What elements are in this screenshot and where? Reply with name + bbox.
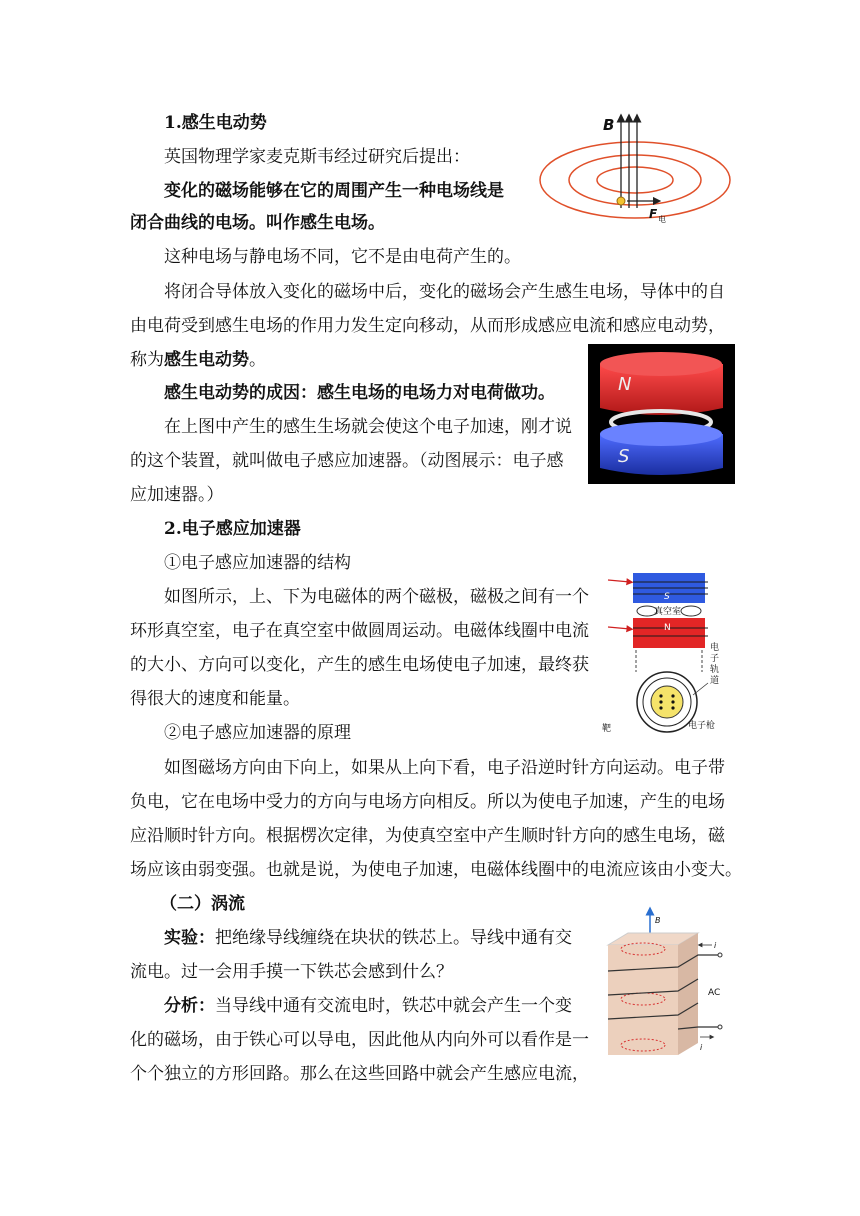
terminal bbox=[718, 1025, 722, 1029]
paragraph-bold: 变化的磁场能够在它的周围产生一种电场线是 bbox=[164, 181, 504, 201]
paragraph: 将闭合导体放入变化的磁场中后，变化的磁场会产生感生电场，导体中的自 bbox=[164, 282, 725, 302]
paragraph: 个个独立的方形回路。那么在这些回路中就会产生感应电流， bbox=[130, 1064, 589, 1084]
paragraph: 负电，它在电场中受力的方向与电场方向相反。所以为使电子加速，产生的电场 bbox=[130, 792, 725, 812]
field-dot bbox=[659, 706, 662, 709]
subheading: ①电子感应加速器的结构 bbox=[164, 553, 351, 573]
term-bold: 感生电动势 bbox=[164, 350, 249, 370]
field-dot bbox=[671, 700, 674, 703]
paragraph: 英国物理学家麦克斯韦经过研究后提出： bbox=[164, 147, 470, 167]
orbit-pointer bbox=[693, 683, 708, 695]
b-label: B bbox=[655, 916, 661, 925]
paragraph bbox=[164, 995, 572, 1017]
section-2-heading: 2.电子感应加速器 bbox=[164, 519, 301, 539]
current-arrow bbox=[608, 580, 630, 582]
s-pole-label: S bbox=[618, 446, 630, 467]
vacuum-chamber-right bbox=[681, 606, 701, 616]
south-magnet-top bbox=[600, 422, 722, 446]
paragraph: 由电荷受到感生电场的作用力发生定向移动，从而形成感应电流和感应电动势， bbox=[130, 316, 725, 336]
n-pole-label: N bbox=[618, 374, 632, 395]
charge-dot bbox=[617, 197, 625, 205]
magnet-ring-figure bbox=[588, 344, 735, 484]
paragraph: 应沿顺时针方向。根据楞次定律，为使真空室中产生顺时针方向的感生电场，磁 bbox=[130, 826, 725, 846]
paragraph: 环形真空室，电子在真空室中做圆周运动。电磁体线圈中电流 bbox=[130, 621, 589, 641]
subheading: ②电子感应加速器的原理 bbox=[164, 723, 351, 743]
paragraph: 场应该由弱变强。也就是说，为使电子加速，电磁体线圈中的电流应该由小变大。 bbox=[130, 860, 742, 880]
text: 把绝缘导线缠绕在块状的铁芯上。导线中通有交 bbox=[215, 928, 572, 948]
label-bold: 实验： bbox=[164, 928, 215, 948]
paragraph: 化的磁场，由于铁心可以导电，因此他从内向外可以看作是一 bbox=[130, 1030, 589, 1050]
force-label: F bbox=[649, 207, 658, 221]
paragraph: 如图磁场方向由下向上，如果从上向下看，电子沿逆时针方向运动。电子带 bbox=[164, 758, 725, 778]
field-ring-middle bbox=[569, 155, 701, 205]
terminal bbox=[718, 953, 722, 957]
iron-core-front bbox=[608, 945, 678, 1055]
field-dot bbox=[659, 694, 662, 697]
b-label: B bbox=[603, 116, 615, 134]
paragraph: 的大小、方向可以变化，产生的感生电场使电子加速，最终获 bbox=[130, 655, 589, 675]
text: 称为 bbox=[130, 350, 164, 370]
i-label-bottom: i bbox=[700, 1043, 703, 1052]
paragraph-bold: 感生电动势的成因：感生电场的电场力对电荷做功。 bbox=[164, 383, 555, 403]
field-ring-inner bbox=[597, 167, 673, 193]
paragraph bbox=[164, 927, 572, 949]
label-bold: 分析： bbox=[164, 996, 215, 1016]
paragraph: 在上图中产生的感生生场就会使这个电子加速，刚才说 bbox=[164, 417, 572, 437]
paragraph: 应加速器。） bbox=[130, 485, 224, 505]
gun-label: 电子枪 bbox=[688, 721, 716, 731]
current-arrow bbox=[608, 627, 630, 629]
vacuum-chamber-label: 真空室 bbox=[654, 607, 682, 617]
i-label-top: i bbox=[714, 941, 717, 950]
accelerator-figure bbox=[600, 570, 735, 735]
lower-pole-label: N bbox=[664, 623, 671, 633]
force-subscript: 电 bbox=[658, 215, 666, 224]
field-dot bbox=[671, 706, 674, 709]
paragraph: 的这个装置，就叫做电子感应加速器。（动图展示：电子感 bbox=[130, 451, 564, 471]
text: 。 bbox=[249, 350, 266, 370]
paragraph: 得很大的速度和能量。 bbox=[130, 689, 300, 709]
section-1-heading: 1.感生电动势 bbox=[164, 113, 267, 133]
induced-field-figure bbox=[535, 108, 735, 228]
eddy-current-figure bbox=[600, 905, 735, 1062]
paragraph: 如图所示，上、下为电磁体的两个磁极，磁极之间有一个 bbox=[164, 587, 589, 607]
paragraph-bold: 闭合曲线的电场。叫作感生电场。 bbox=[130, 213, 385, 233]
ac-label: AC bbox=[708, 988, 721, 998]
text: 当导线中通有交流电时，铁芯中就会产生一个变 bbox=[215, 996, 572, 1016]
paragraph bbox=[130, 349, 266, 371]
iron-core-side bbox=[678, 933, 698, 1055]
section-3-heading: （二）涡流 bbox=[160, 894, 245, 914]
orbit-label: 电子轨道 bbox=[710, 643, 720, 686]
field-dot bbox=[671, 694, 674, 697]
field-dot bbox=[659, 700, 662, 703]
paragraph: 这种电场与静电场不同，它不是由电荷产生的。 bbox=[164, 247, 521, 267]
target-label: 靶 bbox=[602, 724, 612, 734]
paragraph: 流电。过一会用手摸一下铁芯会感到什么？ bbox=[130, 962, 453, 982]
core-disc bbox=[651, 686, 683, 718]
upper-pole-label: S bbox=[664, 592, 670, 602]
north-magnet-top bbox=[600, 352, 722, 376]
